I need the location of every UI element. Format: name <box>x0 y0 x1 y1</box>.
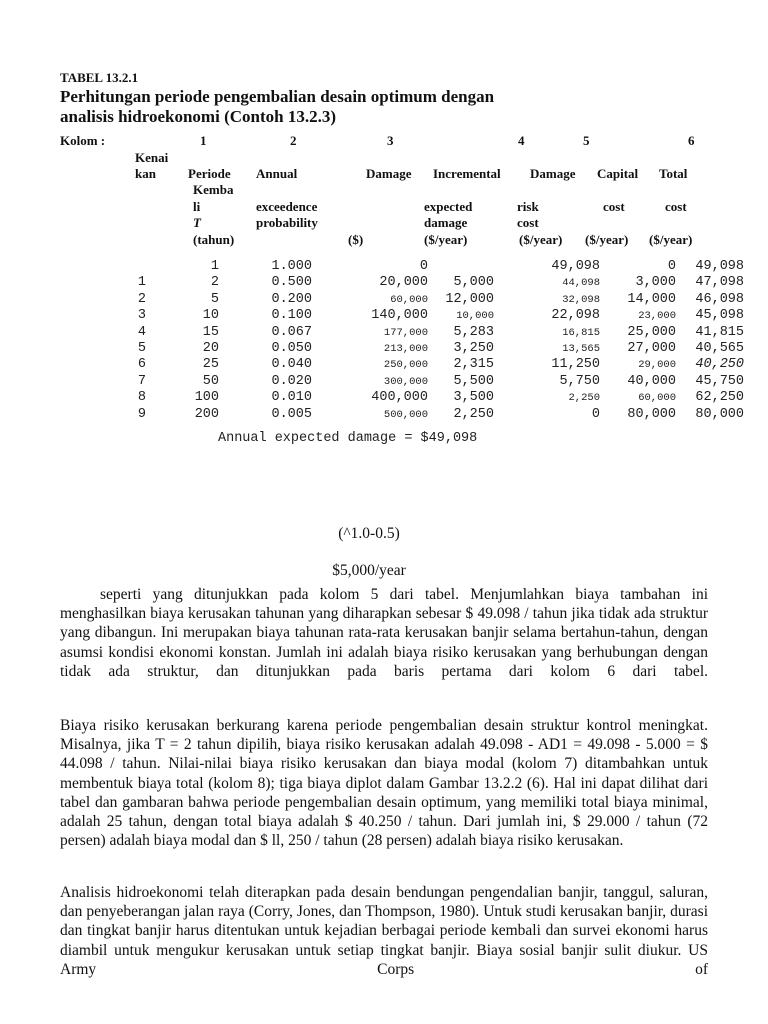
cell-probability: 0.010 <box>271 390 312 406</box>
header-kembali-1: Kemba <box>193 182 234 197</box>
cell-incremental: 10,000 <box>456 310 494 323</box>
cell-probability: 0.200 <box>271 291 312 307</box>
cell-damage: 177,000 <box>383 326 428 339</box>
header-per-year-1: ($/year) <box>424 232 468 247</box>
cell-risk-cost: 22,098 <box>551 308 600 324</box>
cell-damage: 60,000 <box>390 293 428 306</box>
header-per-year-2: ($/year) <box>519 232 563 247</box>
kolom-number-4: 4 <box>518 133 525 148</box>
cell-period: 2 <box>210 275 219 291</box>
cell-damage: 500,000 <box>383 408 428 421</box>
header-exceedence: exceedence <box>256 199 318 214</box>
cell-period: 15 <box>202 324 219 340</box>
cell-risk-cost: 13,565 <box>562 343 600 355</box>
cell-period: 10 <box>202 308 219 324</box>
header-risk: risk <box>517 199 539 214</box>
cell-probability: 0.500 <box>271 275 312 291</box>
cell-period: 5 <box>210 291 219 307</box>
table-title-line1: Perhitungan periode pengembalian desain optimum dengan <box>60 87 495 106</box>
cell-probability: 0.100 <box>271 308 312 324</box>
header-probability: probability <box>256 215 318 230</box>
header-expected: expected <box>424 199 473 214</box>
header-periode: Periode <box>188 166 231 181</box>
header-annual: Annual <box>256 166 298 181</box>
cell-increment: 6 <box>137 357 146 373</box>
cell-total-cost: 45,750 <box>695 373 744 389</box>
paragraph-2: Biaya risiko kerusakan berkurang karena periode pengembalian desain struktur kontrol meningkat. Misalnya, jika T = 2 tahun dipilih, biaya risiko kerusakan adalah 49.098 - AD1 = 49.098 - 5.000 = $ 44.098 / tahun. Nilai-nilai biaya risiko kerusakan dan biaya modal (kolom 7) ditambahkan untuk membentuk biaya total (kolom 8); tiga biaya diplot dalam Gambar 13.2.2 (6). Hal ini dapat dilihat dari tabel dan gambaran bahwa periode pengembalian desain optimum, yang memiliki total biaya minimal, adalah 25 tahun, dengan total biaya adalah $ 40.250 / tahun. Dari jumlah ini, $ 29.000 / tahun (72 persen) adalah biaya modal dan $ ll, 250 / tahun (28 persen) adalah biaya risiko kerusakan. <box>60 717 708 850</box>
header-kembali-2: li <box>193 199 201 214</box>
cell-total-cost: 40,250 <box>695 357 744 373</box>
cell-incremental: 2,315 <box>453 357 494 373</box>
cell-period: 100 <box>194 390 219 406</box>
cell-probability: 0.005 <box>271 406 312 422</box>
cell-incremental: 2,250 <box>453 406 494 422</box>
table-title-line2: analisis hidroekonomi (Contoh 13.2.3) <box>60 107 336 126</box>
header-kenaikan-1: Kenai <box>135 150 169 165</box>
table-label: TABEL 13.2.1 <box>60 70 139 85</box>
cell-incremental: 5,000 <box>453 275 494 291</box>
cell-risk-cost: 49,098 <box>551 259 600 274</box>
cell-increment: 3 <box>137 308 146 324</box>
cell-damage: 0 <box>419 259 428 274</box>
header-per-year-3: ($/year) <box>585 232 629 247</box>
cell-incremental: 3,250 <box>453 341 494 356</box>
cell-probability: 0.067 <box>271 324 312 340</box>
header-total: Total <box>659 166 688 181</box>
cell-total-cost: 62,250 <box>695 390 744 406</box>
cell-risk-cost: 44,098 <box>562 277 600 290</box>
header-damage: Damage <box>366 166 412 181</box>
kolom-number-1: 1 <box>200 133 207 148</box>
cell-capital-cost: 29,000 <box>638 359 676 372</box>
cell-period: 50 <box>202 373 219 389</box>
header-kenaikan-2: kan <box>135 166 156 181</box>
cell-total-cost: 47,098 <box>695 275 744 291</box>
cell-total-cost: 45,098 <box>695 308 744 324</box>
cell-total-cost: 46,098 <box>695 291 744 307</box>
cell-probability: 0.040 <box>271 357 312 373</box>
cell-increment: 8 <box>137 390 146 406</box>
kolom-number-5: 5 <box>583 133 590 148</box>
header-capital: Capital <box>597 166 639 181</box>
cell-period: 20 <box>202 341 219 356</box>
cell-capital-cost: 27,000 <box>627 341 676 356</box>
cell-risk-cost: 5,750 <box>559 373 600 389</box>
cell-risk-cost: 11,250 <box>551 357 600 373</box>
cell-incremental: 12,000 <box>445 291 494 307</box>
header-damage-2: damage <box>424 215 468 230</box>
cell-total-cost: 49,098 <box>695 259 744 274</box>
cell-incremental: 5,283 <box>453 324 494 340</box>
header-t-symbol: T <box>193 215 201 230</box>
cell-risk-cost: 16,815 <box>562 326 600 339</box>
cell-risk-cost: 2,250 <box>568 392 600 405</box>
cell-capital-cost: 0 <box>667 259 676 274</box>
kolom-number-2: 2 <box>290 133 297 148</box>
cell-total-cost: 40,565 <box>695 341 744 356</box>
kolom-number-3: 3 <box>387 133 394 148</box>
cell-period: 1 <box>210 259 219 274</box>
cell-risk-cost: 0 <box>591 406 600 422</box>
cell-period: 200 <box>194 406 219 422</box>
header-cost-2: cost <box>603 199 625 214</box>
cell-period: 25 <box>202 357 219 373</box>
cell-damage: 400,000 <box>371 390 428 406</box>
cell-capital-cost: 3,000 <box>635 275 676 291</box>
header-per-year-4: ($/year) <box>649 232 693 247</box>
cell-increment: 2 <box>137 291 146 307</box>
formula-value: $5,000/year <box>332 562 406 579</box>
header-dollar: ($) <box>348 232 364 247</box>
table-footer: Annual expected damage = $49,098 <box>218 431 478 446</box>
cell-capital-cost: 40,000 <box>627 373 676 389</box>
header-tahun: (tahun) <box>193 232 235 247</box>
cell-incremental: 3,500 <box>453 390 494 406</box>
cell-incremental: 5,500 <box>453 373 494 389</box>
cell-damage: 250,000 <box>383 359 428 372</box>
cell-damage: 140,000 <box>371 308 428 324</box>
cell-damage: 213,000 <box>383 343 428 355</box>
cell-total-cost: 80,000 <box>695 406 744 422</box>
cell-capital-cost: 80,000 <box>627 406 676 422</box>
cell-capital-cost: 60,000 <box>638 392 676 405</box>
cell-damage: 20,000 <box>379 275 428 291</box>
paragraph-3: Analisis hidroekonomi telah diterapkan pada desain bendungan pengendalian banjir, tanggul, saluran, dan penyeberangan jalan raya (Corry, Jones, dan Thompson, 1980). Untuk studi kerusakan banjir, durasi dan tingkat banjir harus ditentukan untuk kejadian berbagai periode kembali dan survei ekonomi harus diambil untuk mengukur kerusakan untuk setiap tingkat banjir. Biaya sosial banjir sulit diukur. US Army Corps of <box>60 884 708 978</box>
cell-capital-cost: 23,000 <box>638 310 676 323</box>
header-cost-3: cost <box>665 199 687 214</box>
cell-probability: 1.000 <box>271 259 312 274</box>
paragraph-1: seperti yang ditunjukkan pada kolom 5 dari tabel. Menjumlahkan biaya tambahan ini menghasilkan biaya kerusakan tahunan yang diharapkan sebesar $ 49.098 / tahun jika tidak ada struktur yang dibangun. Ini merupakan biaya tahunan rata-rata kerusakan banjir selama bertahun-tahun, dengan asumsi kondisi ekonomi konstan. Jumlah ini adalah biaya risiko kerusakan yang berhubungan dengan tidak ada struktur, dan ditunjukkan pada baris pertama dari kolom 6 dari tabel. <box>60 586 708 680</box>
cell-probability: 0.050 <box>271 341 312 356</box>
cell-increment: 4 <box>137 324 146 340</box>
header-incremental: Incremental <box>433 166 501 181</box>
cell-increment: 7 <box>137 373 146 389</box>
cell-probability: 0.020 <box>271 373 312 389</box>
cell-capital-cost: 14,000 <box>627 291 676 307</box>
cell-increment: 1 <box>137 275 146 291</box>
formula-expression: (^1.0-0.5) <box>338 525 400 542</box>
kolom-label: Kolom : <box>60 133 106 148</box>
header-cost-1: cost <box>517 215 539 230</box>
cell-total-cost: 41,815 <box>695 324 744 340</box>
cell-damage: 300,000 <box>383 375 428 388</box>
cell-capital-cost: 25,000 <box>627 324 676 340</box>
header-damage-3: Damage <box>530 166 576 181</box>
kolom-number-6: 6 <box>688 133 695 148</box>
cell-risk-cost: 32,098 <box>562 293 600 306</box>
cell-increment: 5 <box>137 341 146 356</box>
cell-increment: 9 <box>137 406 146 422</box>
